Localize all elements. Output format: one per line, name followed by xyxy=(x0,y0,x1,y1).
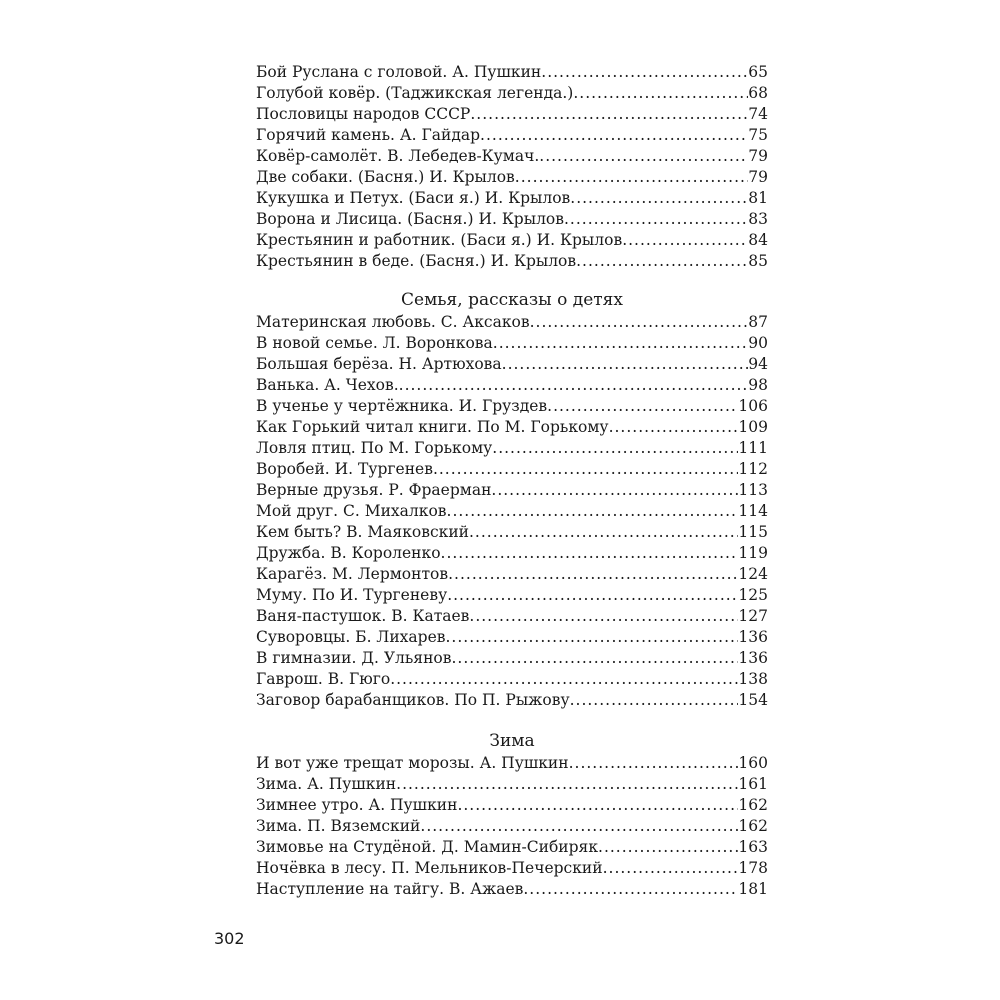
entry-title: Наступление на тайгу. В. Ажаев xyxy=(256,880,524,898)
leader-dots xyxy=(539,146,748,167)
toc-section xyxy=(256,729,768,900)
entry-page: 138 xyxy=(738,670,768,688)
entry-title: Гаврош. В. Гюго xyxy=(256,670,391,688)
entry-title: Муму. По И. Тургеневу xyxy=(256,586,448,604)
table-of-contents xyxy=(256,62,768,900)
toc-entry[interactable] xyxy=(256,188,768,209)
leader-dots xyxy=(448,564,738,585)
leader-dots xyxy=(447,585,738,606)
leader-dots xyxy=(451,648,738,669)
entry-page: 112 xyxy=(738,460,768,478)
leader-dots xyxy=(399,375,749,396)
toc-entry[interactable] xyxy=(256,62,768,83)
toc-entry[interactable] xyxy=(256,354,768,375)
toc-entry[interactable] xyxy=(256,837,768,858)
toc-entry[interactable] xyxy=(256,774,768,795)
toc-entry[interactable] xyxy=(256,753,768,774)
entry-title: Ворона и Лисица. (Басня.) И. Крылов xyxy=(256,210,564,228)
toc-entry[interactable] xyxy=(256,417,768,438)
toc-entry[interactable] xyxy=(256,251,768,272)
toc-entry[interactable] xyxy=(256,795,768,816)
toc-entry[interactable] xyxy=(256,375,768,396)
leader-dots xyxy=(570,188,748,209)
entry-page: 162 xyxy=(738,817,768,835)
leader-dots xyxy=(569,753,739,774)
toc-section xyxy=(256,62,768,272)
leader-dots xyxy=(492,438,738,459)
entry-page: 181 xyxy=(738,880,768,898)
entry-page: 125 xyxy=(738,586,768,604)
toc-entry[interactable] xyxy=(256,606,768,627)
toc-entry[interactable] xyxy=(256,879,768,900)
leader-dots xyxy=(598,837,738,858)
leader-dots xyxy=(541,62,748,83)
toc-entry[interactable] xyxy=(256,209,768,230)
leader-dots xyxy=(570,690,739,711)
leader-dots xyxy=(573,83,748,104)
entry-title: Верные друзья. Р. Фраерман xyxy=(256,481,492,499)
entry-page: 124 xyxy=(738,565,768,583)
entry-title: Кукушка и Петух. (Баси я.) И. Крылов xyxy=(256,189,571,207)
toc-entry[interactable] xyxy=(256,564,768,585)
entry-page: 94 xyxy=(748,355,768,373)
toc-entry[interactable] xyxy=(256,333,768,354)
entry-page: 85 xyxy=(748,252,768,270)
entry-page: 79 xyxy=(748,147,768,165)
entry-title: Мой друг. С. Михалков xyxy=(256,502,447,520)
leader-dots xyxy=(491,480,738,501)
leader-dots xyxy=(564,209,748,230)
section-gap xyxy=(256,711,768,729)
entry-page: 74 xyxy=(748,105,768,123)
entry-page: 68 xyxy=(748,84,768,102)
entry-title: Ванька. А. Чехов. xyxy=(256,376,399,394)
entry-title: Зима. А. Пушкин xyxy=(256,775,397,793)
toc-entry[interactable] xyxy=(256,396,768,417)
entry-title: В ученье у чертёжника. И. Груздев xyxy=(256,397,548,415)
leader-dots xyxy=(493,333,749,354)
toc-entry[interactable] xyxy=(256,648,768,669)
leader-dots xyxy=(433,459,738,480)
entry-title: Крестьянин в беде. (Басня.) И. Крылов xyxy=(256,252,577,270)
entry-page: 163 xyxy=(738,838,768,856)
entry-page: 111 xyxy=(738,439,768,457)
leader-dots xyxy=(502,354,749,375)
entry-title: И вот уже трещат морозы. А. Пушкин xyxy=(256,754,569,772)
entry-title: Зимнее утро. А. Пушкин xyxy=(256,796,458,814)
entry-page: 113 xyxy=(738,481,768,499)
page-number: 302 xyxy=(214,929,245,948)
entry-title: Воробей. И. Тургенев xyxy=(256,460,433,478)
toc-entry[interactable] xyxy=(256,167,768,188)
section-heading: Зима xyxy=(489,731,535,751)
entry-title: Крестьянин и работник. (Баси я.) И. Крылов xyxy=(256,231,623,249)
entry-title: Большая берёза. Н. Артюхова xyxy=(256,355,502,373)
leader-dots xyxy=(515,167,748,188)
entry-page: 160 xyxy=(738,754,768,772)
entry-page: 136 xyxy=(738,628,768,646)
leader-dots xyxy=(441,543,739,564)
leader-dots xyxy=(420,816,738,837)
entry-title: Горячий камень. А. Гайдар xyxy=(256,126,481,144)
entry-title: Зима. П. Вяземский xyxy=(256,817,421,835)
entry-page: 65 xyxy=(748,63,768,81)
entry-title: Ковёр-самолёт. В. Лебедев-Кумач. xyxy=(256,147,540,165)
entry-page: 154 xyxy=(738,691,768,709)
leader-dots xyxy=(446,627,739,648)
entry-page: 79 xyxy=(748,168,768,186)
leader-dots xyxy=(396,774,738,795)
entry-title: Ловля птиц. По М. Горькому xyxy=(256,439,493,457)
toc-entry[interactable] xyxy=(256,459,768,480)
entry-title: В гимназии. Д. Ульянов xyxy=(256,649,452,667)
toc-entry[interactable] xyxy=(256,522,768,543)
entry-page: 115 xyxy=(738,523,768,541)
section-gap xyxy=(256,272,768,288)
toc-section xyxy=(256,288,768,711)
entry-page: 81 xyxy=(748,189,768,207)
leader-dots xyxy=(547,396,738,417)
entry-page: 119 xyxy=(738,544,768,562)
leader-dots xyxy=(609,417,739,438)
leader-dots xyxy=(523,879,738,900)
entry-title: Суворовцы. Б. Лихарев xyxy=(256,628,446,646)
entry-page: 98 xyxy=(748,376,768,394)
entry-page: 90 xyxy=(748,334,768,352)
toc-entry[interactable] xyxy=(256,627,768,648)
leader-dots xyxy=(603,858,739,879)
leader-dots xyxy=(447,501,739,522)
entry-title: Голубой ковёр. (Таджикская легенда.) xyxy=(256,84,574,102)
entry-page: 106 xyxy=(738,397,768,415)
entry-title: Бой Руслана с головой. А. Пушкин xyxy=(256,63,542,81)
entry-page: 178 xyxy=(738,859,768,877)
leader-dots xyxy=(390,669,738,690)
entry-page: 84 xyxy=(748,231,768,249)
toc-entry[interactable] xyxy=(256,816,768,837)
entry-title: Две собаки. (Басня.) И. Крылов xyxy=(256,168,515,186)
toc-entry[interactable] xyxy=(256,104,768,125)
toc-entry[interactable] xyxy=(256,858,768,879)
entry-title: Карагёз. М. Лермонтов xyxy=(256,565,449,583)
toc-entry[interactable] xyxy=(256,669,768,690)
toc-entry[interactable] xyxy=(256,312,768,333)
entry-page: 136 xyxy=(738,649,768,667)
entry-page: 87 xyxy=(748,313,768,331)
leader-dots xyxy=(470,104,748,125)
leader-dots xyxy=(469,606,738,627)
entry-title: Как Горький читал книги. По М. Горькому xyxy=(256,418,609,436)
entry-title: Ночёвка в лесу. П. Мельников-Печерский xyxy=(256,859,603,877)
entry-page: 114 xyxy=(738,502,768,520)
toc-entry[interactable] xyxy=(256,230,768,251)
section-heading: Семья, рассказы о детях xyxy=(401,290,623,310)
toc-entry[interactable] xyxy=(256,585,768,606)
entry-page: 83 xyxy=(748,210,768,228)
toc-entry[interactable] xyxy=(256,146,768,167)
entry-title: Кем быть? В. Маяковский xyxy=(256,523,469,541)
leader-dots xyxy=(480,125,748,146)
leader-dots xyxy=(469,522,738,543)
entry-page: 162 xyxy=(738,796,768,814)
entry-page: 109 xyxy=(738,418,768,436)
toc-entry[interactable] xyxy=(256,543,768,564)
toc-entry[interactable] xyxy=(256,83,768,104)
entry-title: Зимовье на Студёной. Д. Мамин-Сибиряк xyxy=(256,838,599,856)
entry-title: Материнская любовь. С. Аксаков xyxy=(256,313,530,331)
entry-title: Дружба. В. Короленко xyxy=(256,544,441,562)
leader-dots xyxy=(457,795,738,816)
entry-title: Пословицы народов СССР xyxy=(256,105,471,123)
entry-title: Заговор барабанщиков. По П. Рыжову xyxy=(256,691,570,709)
toc-entry[interactable] xyxy=(256,125,768,146)
toc-entry[interactable] xyxy=(256,690,768,711)
leader-dots xyxy=(530,312,749,333)
entry-title: Ваня-пастушок. В. Катаев xyxy=(256,607,470,625)
leader-dots xyxy=(622,230,748,251)
toc-entry[interactable] xyxy=(256,438,768,459)
toc-entry[interactable] xyxy=(256,501,768,522)
leader-dots xyxy=(576,251,748,272)
entry-title: В новой семье. Л. Воронкова xyxy=(256,334,493,352)
entry-page: 161 xyxy=(738,775,768,793)
toc-entry[interactable] xyxy=(256,480,768,501)
entry-page: 127 xyxy=(738,607,768,625)
entry-page: 75 xyxy=(748,126,768,144)
